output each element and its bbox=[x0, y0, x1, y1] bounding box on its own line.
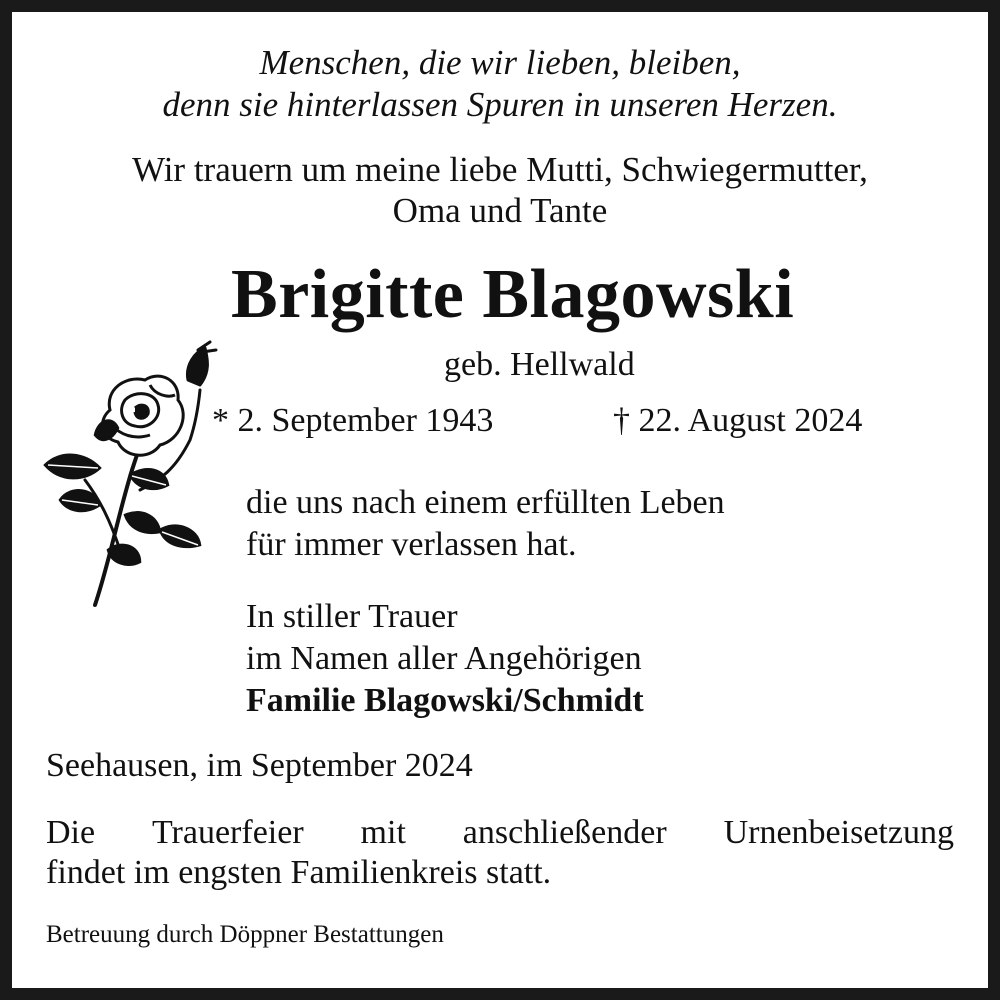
rose-icon bbox=[40, 340, 220, 610]
ceremony-word: mit bbox=[360, 814, 406, 851]
maiden-name: geb. Hellwald bbox=[444, 346, 635, 383]
message-line-2: für immer verlassen hat. bbox=[246, 526, 577, 563]
deceased-name: Brigitte Blagowski bbox=[231, 256, 795, 333]
intro-line-1: Wir trauern um meine liebe Mutti, Schwiegermutter, bbox=[132, 150, 868, 189]
death-date: † 22. August 2024 bbox=[613, 402, 863, 439]
quote-line-2: denn sie hinterlassen Spuren in unseren Herzen. bbox=[162, 85, 838, 124]
signoff-line-2: im Namen aller Angehörigen bbox=[246, 640, 642, 677]
intro-line-2: Oma und Tante bbox=[392, 191, 608, 230]
ceremony-line-1 bbox=[46, 812, 954, 854]
ceremony-word: Urnenbeisetzung bbox=[723, 814, 954, 851]
birth-date: * 2. September 1943 bbox=[212, 402, 494, 439]
ceremony-word: anschließender bbox=[462, 814, 667, 851]
undertaker-credit: Betreuung durch Döppner Bestattungen bbox=[46, 921, 444, 948]
ceremony-word: Trauerfeier bbox=[151, 814, 304, 851]
quote-line-1: Menschen, die wir lieben, bleiben, bbox=[259, 43, 741, 82]
place-date: Seehausen, im September 2024 bbox=[46, 747, 473, 784]
ceremony-word: Die bbox=[46, 814, 96, 851]
ceremony-line-2: findet im engsten Familienkreis statt. bbox=[46, 854, 552, 891]
message-line-1: die uns nach einem erfüllten Leben bbox=[246, 484, 725, 521]
family-name: Familie Blagowski/Schmidt bbox=[246, 682, 644, 719]
signoff-line-1: In stiller Trauer bbox=[246, 598, 458, 635]
